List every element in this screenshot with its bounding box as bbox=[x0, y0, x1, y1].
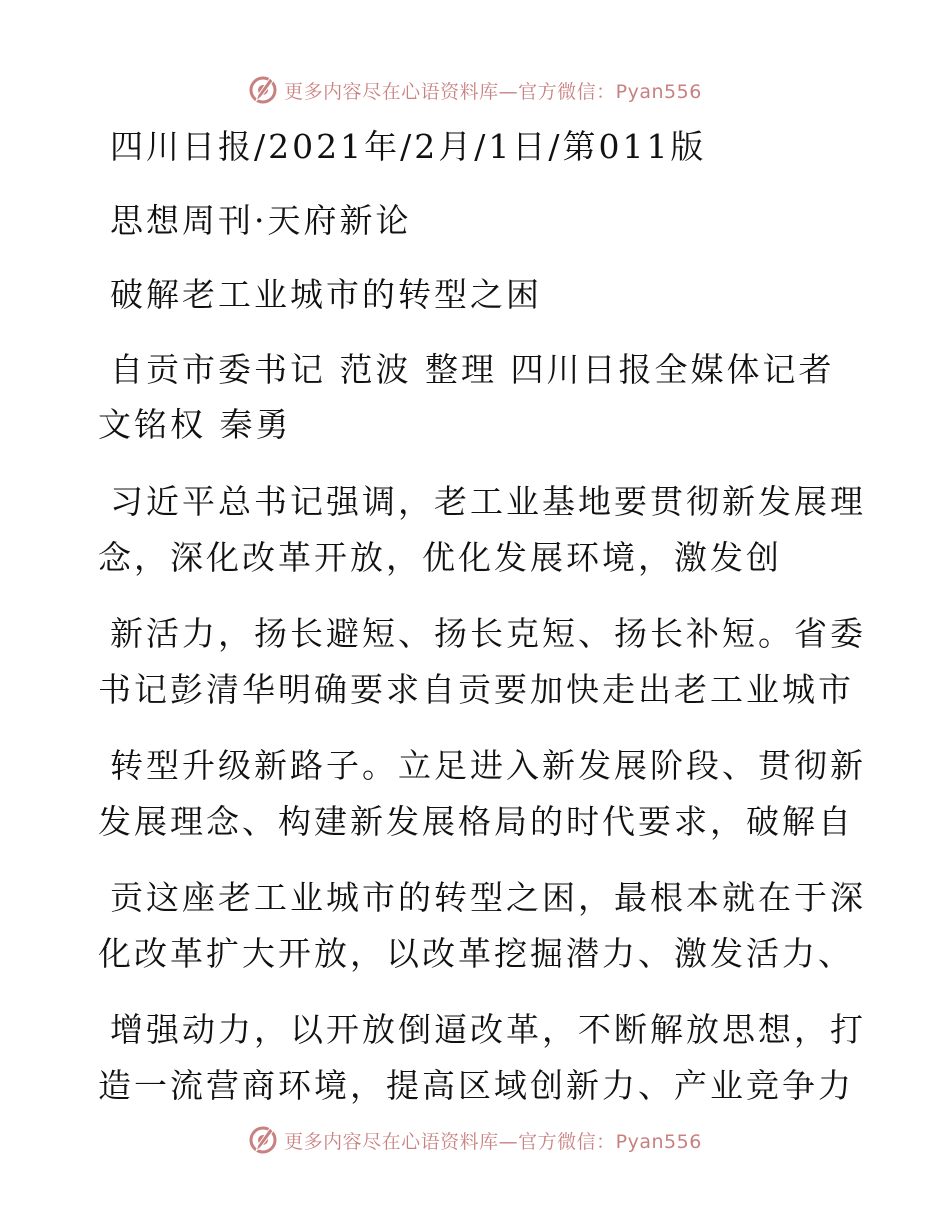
doc-line-body: 转型升级新路子。立足进入新发展阶段、贯彻新 bbox=[110, 746, 866, 785]
doc-line-column: 思想周刊·天府新论 bbox=[110, 201, 412, 240]
quill-seal-icon bbox=[248, 75, 278, 105]
doc-line-body: 新活力，扬长避短、扬长克短、扬长补短。省委 bbox=[110, 614, 866, 653]
doc-line-body: 发展理念、构建新发展格局的时代要求，破解自 bbox=[98, 802, 854, 841]
doc-line-title: 破解老工业城市的转型之困 bbox=[110, 275, 542, 314]
quill-seal-icon bbox=[248, 1125, 278, 1155]
doc-line-body: 念，深化改革开放，优化发展环境，激发创 bbox=[98, 538, 782, 577]
doc-line-body: 贡这座老工业城市的转型之困，最根本就在于深 bbox=[110, 878, 866, 917]
doc-line-body: 增强动力，以开放倒逼改革，不断解放思想，打 bbox=[110, 1010, 866, 1049]
doc-line-body: 造一流营商环境，提高区域创新力、产业竞争力 bbox=[98, 1066, 854, 1105]
watermark-text: 更多内容尽在心语资料库—官方微信：Pyan556 bbox=[284, 1130, 702, 1153]
doc-line-body: 习近平总书记强调，老工业基地要贯彻新发展理 bbox=[110, 482, 866, 521]
watermark-text: 更多内容尽在心语资料库—官方微信：Pyan556 bbox=[284, 80, 702, 103]
doc-line-body: 化改革扩大开放，以改革挖掘潜力、激发活力、 bbox=[98, 934, 854, 973]
doc-line-body: 书记彭清华明确要求自贡要加快走出老工业城市 bbox=[98, 670, 854, 709]
doc-line-source: 四川日报/2021年/2月/1日/第011版 bbox=[110, 127, 707, 166]
watermark-banner-top bbox=[0, 70, 950, 110]
doc-line-byline: 自贡市委书记 范波 整理 四川日报全媒体记者 bbox=[110, 350, 835, 389]
watermark-banner-bottom bbox=[0, 1120, 950, 1160]
doc-line-byline-cont: 文铭权 秦勇 bbox=[98, 405, 292, 444]
